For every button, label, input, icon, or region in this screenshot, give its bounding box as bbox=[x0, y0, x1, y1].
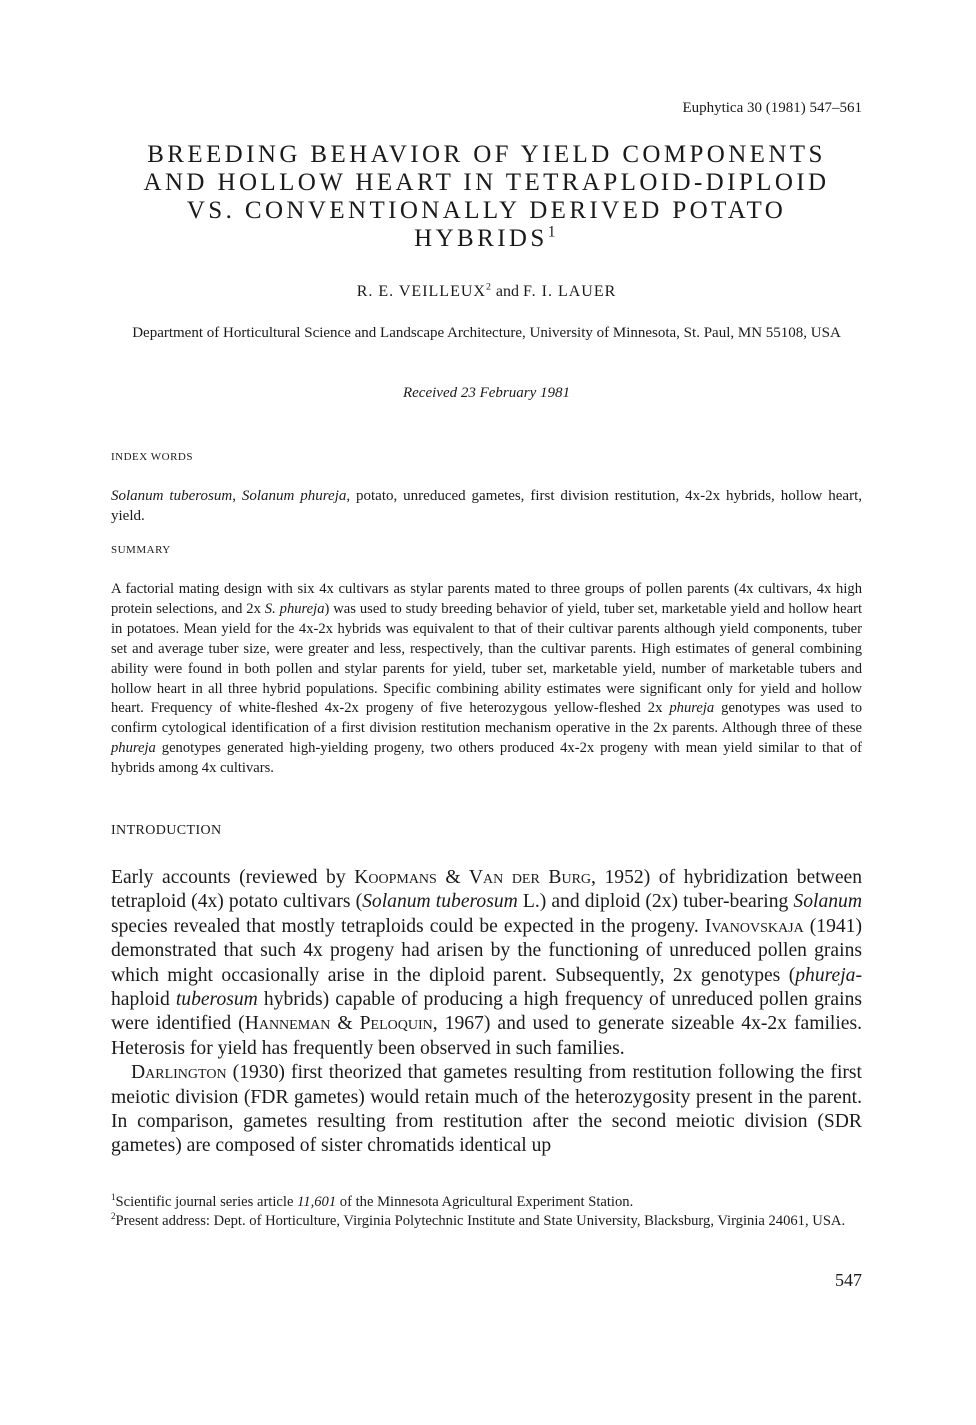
title-line: BREEDING BEHAVIOR OF YIELD COMPONENTS bbox=[147, 141, 826, 168]
citation-author: Darlington bbox=[131, 1062, 227, 1084]
summary-italic: phureja bbox=[669, 700, 715, 717]
intro-paragraph-2 bbox=[111, 1061, 862, 1159]
keyword-species-1: Solanum tuberosum bbox=[111, 488, 233, 504]
title-footnote-mark: 1 bbox=[547, 223, 559, 241]
author-1-footnote-mark: 2 bbox=[485, 281, 492, 293]
keyword-species-2: Solanum phureja bbox=[241, 488, 347, 504]
journal-citation: Euphytica 30 (1981) 547–561 bbox=[682, 100, 862, 116]
paper-page bbox=[111, 0, 862, 1425]
title-last-word: HYBRIDS bbox=[414, 225, 548, 252]
page-number: 547 bbox=[835, 1270, 862, 1290]
footnote-mark: 1 bbox=[111, 1192, 116, 1203]
intro-segment: (1941) demonstrated that such 4x progeny had arisen by the functioning of unreduced pollen grains which might occasionally arise in the diploid parent. Subsequently, 2x genotypes ( bbox=[111, 915, 862, 986]
author-line bbox=[111, 283, 862, 301]
intro-paragraph-1 bbox=[111, 866, 862, 1061]
author-2: F. I. LAUER bbox=[523, 283, 617, 300]
footnote-mark: 2 bbox=[111, 1211, 116, 1222]
intro-segment: , 1967) and used to generate sizeable 4x-2x families. Heterosis for yield has frequently been observed in such families. bbox=[111, 1013, 862, 1059]
summary-heading: SUMMARY bbox=[111, 544, 171, 556]
footnote-2 bbox=[111, 1212, 862, 1231]
citation-author: Hanneman & Peloquin bbox=[244, 1013, 433, 1035]
intro-italic: tuberosum bbox=[175, 989, 258, 1011]
paper-title bbox=[111, 141, 862, 253]
summary-text bbox=[111, 580, 862, 779]
affiliation: Department of Horticultural Science and Landscape Architecture, University of Minnesota, St. Paul, MN 55108, USA bbox=[132, 325, 841, 341]
footnotes bbox=[111, 1193, 862, 1231]
intro-segment: , 1952) of hybridization between tetraploid (4x) potato cultivars ( bbox=[111, 867, 863, 913]
footnote-italic: 11,601 bbox=[297, 1194, 337, 1210]
intro-italic: Solanum tuberosum bbox=[362, 891, 518, 913]
intro-segment: hybrids) capable of producing a high frequency of unreduced pollen grains were identified ( bbox=[111, 989, 862, 1035]
footnote-text: of the Minnesota Agricultural Experiment Station. bbox=[336, 1194, 634, 1210]
introduction-text bbox=[111, 866, 862, 1159]
introduction-heading: INTRODUCTION bbox=[111, 823, 222, 838]
title-line: VS. CONVENTIONALLY DERIVED POTATO bbox=[186, 197, 787, 224]
summary-segment: genotypes was used to confirm cytological identification of a first division restitution mechanism operative in the 2x parents. Although three of these bbox=[111, 700, 862, 737]
intro-segment: species revealed that mostly tetraploids could be expected in the progeny. bbox=[111, 915, 705, 937]
summary-italic: phureja bbox=[111, 740, 156, 757]
index-words bbox=[111, 487, 862, 526]
title-line bbox=[111, 225, 862, 253]
keyword-rest: , potato, unreduced gametes, first division restitution, 4x-2x hybrids, hollow heart, yield. bbox=[111, 488, 862, 524]
footnote-1 bbox=[111, 1193, 862, 1212]
received-date: Received 23 February 1981 bbox=[402, 385, 571, 401]
intro-italic: Solanum bbox=[793, 891, 862, 913]
summary-segment: ) was used to study breeding behavior of yield, tuber set, marketable yield and hollow heart in potatoes. Mean yield for the 4x-2x hybrids was equivalent to that of their cultivar parents although yield components, tuber set and average tuber size, were greater and less, respectively, than the cultivar parents. High estimates of general combining ability were found in both pollen and stylar parents for yield, tuber set, marketable yield, number of marketable tubers and hollow heart in all three hybrid populations. Specific combining ability estimates were significant only for yield and hollow heart. Frequency of white-fleshed 4x-2x progeny of five heterozygous yellow-fleshed 2x bbox=[111, 600, 862, 717]
summary-segment: genotypes generated high-yielding progeny, two others produced 4x-2x progeny with mean yield similar to that of hybrids among 4x cultivars. bbox=[111, 740, 862, 777]
intro-segment: L.) and diploid (2x) tuber-bearing bbox=[517, 891, 794, 913]
title-line: AND HOLLOW HEART IN TETRAPLOID-DIPLOID bbox=[143, 169, 830, 196]
summary-segment: A factorial mating design with six 4x cultivars as stylar parents mated to three groups of pollen parents (4x cultivars, 4x high protein selections, and 2x bbox=[111, 581, 862, 617]
intro-italic: phureja bbox=[795, 964, 856, 986]
citation-author: Ivanovskaja bbox=[704, 915, 804, 937]
intro-segment: -haploid bbox=[111, 964, 862, 1011]
footnote-text: Present address: Dept. of Horticulture, Virginia Polytechnic Institute and State University, Blacksburg, Virginia 24061, USA. bbox=[115, 1213, 846, 1229]
citation-author: Koopmans & Van der Burg bbox=[354, 867, 592, 888]
intro-segment: (1930) first theorized that gametes resulting from restitution following the first meiotic division (FDR gametes) would retain much of the heterozygosity present in the parent. In comparison, gametes resulting from restitution after the second meiotic division (SDR gametes) are composed of sister chromatids identical up bbox=[111, 1062, 862, 1157]
intro-segment: Early accounts (reviewed by bbox=[111, 867, 355, 888]
author-conjunction: and bbox=[491, 283, 524, 300]
footnote-text: Scientific journal series article bbox=[115, 1194, 298, 1210]
author-1: R. E. VEILLEUX bbox=[356, 283, 486, 300]
summary-italic: S. phureja bbox=[264, 600, 325, 617]
index-words-heading: INDEX WORDS bbox=[111, 451, 193, 463]
keyword-separator: , bbox=[232, 488, 242, 504]
